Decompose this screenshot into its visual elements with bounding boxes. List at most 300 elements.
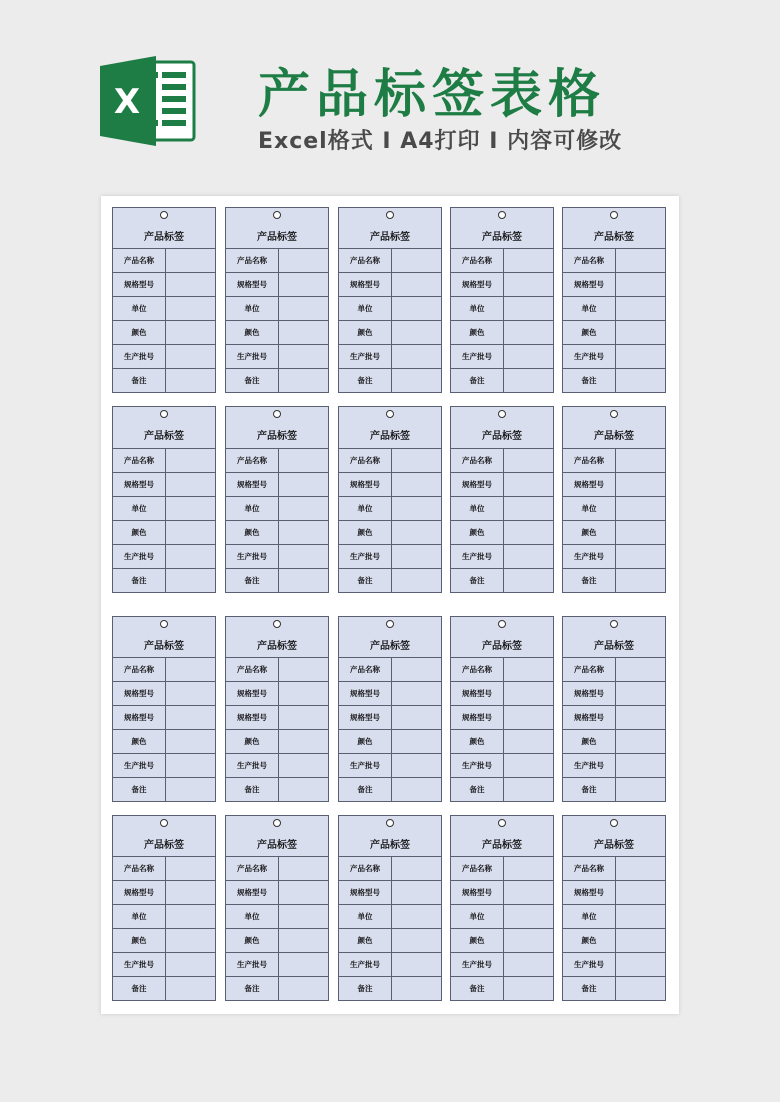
- product-tag: [112, 616, 216, 802]
- tag-field-value[interactable]: [392, 953, 442, 977]
- tag-field-row: [563, 905, 665, 929]
- tag-field-value[interactable]: [504, 730, 554, 754]
- tag-field-row: [113, 273, 215, 297]
- tag-field-label: 单位: [226, 497, 279, 521]
- tag-field-value[interactable]: [616, 497, 666, 521]
- tag-field-label: 规格型号: [339, 473, 392, 497]
- tag-field-label: 生产批号: [226, 545, 279, 569]
- tag-field-row: [226, 273, 328, 297]
- tag-field-value[interactable]: [392, 249, 442, 273]
- tag-field-value[interactable]: [504, 249, 554, 273]
- tag-field-label: 生产批号: [563, 754, 616, 778]
- tag-field-label: 备注: [339, 369, 392, 393]
- tag-field-value[interactable]: [616, 778, 666, 802]
- tag-field-value[interactable]: [616, 345, 666, 369]
- tag-field-value[interactable]: [166, 449, 216, 473]
- tag-field-value[interactable]: [616, 369, 666, 393]
- tag-field-value[interactable]: [392, 497, 442, 521]
- tag-field-value[interactable]: [392, 905, 442, 929]
- tag-field-label: 颜色: [113, 321, 166, 345]
- tag-field-label: 规格型号: [563, 473, 616, 497]
- tag-field-value[interactable]: [392, 682, 442, 706]
- tag-field-value[interactable]: [279, 706, 329, 730]
- tag-field-value[interactable]: [279, 569, 329, 593]
- product-tag: [562, 815, 666, 1001]
- tag-field-label: 备注: [113, 569, 166, 593]
- tag-field-label: 产品名称: [226, 857, 279, 881]
- tag-field-row: [451, 682, 553, 706]
- tag-field-value[interactable]: [616, 977, 666, 1001]
- tag-field-label: 规格型号: [226, 682, 279, 706]
- tag-field-value[interactable]: [504, 778, 554, 802]
- tag-field-row: [563, 706, 665, 730]
- tag-field-value[interactable]: [392, 521, 442, 545]
- tag-field-value[interactable]: [166, 929, 216, 953]
- hang-hole-icon: [610, 819, 618, 827]
- tag-title: 产品标签: [257, 840, 297, 851]
- product-tag: [112, 207, 216, 393]
- tag-field-label: 备注: [339, 569, 392, 593]
- tag-field-label: 单位: [451, 497, 504, 521]
- tag-field-row: [563, 249, 665, 273]
- tag-field-label: 单位: [563, 297, 616, 321]
- tag-field-label: 规格型号: [113, 682, 166, 706]
- tag-field-label: 规格型号: [339, 881, 392, 905]
- tag-field-value[interactable]: [616, 857, 666, 881]
- tag-title: 产品标签: [144, 641, 184, 652]
- tag-field-label: 颜色: [226, 521, 279, 545]
- tag-field-row: [226, 881, 328, 905]
- tag-field-value[interactable]: [279, 521, 329, 545]
- tag-field-value[interactable]: [279, 497, 329, 521]
- tag-field-value[interactable]: [392, 778, 442, 802]
- tag-field-value[interactable]: [166, 658, 216, 682]
- tag-field-value[interactable]: [392, 297, 442, 321]
- tag-field-value[interactable]: [504, 905, 554, 929]
- tag-field-row: [226, 905, 328, 929]
- tag-field-row: [113, 754, 215, 778]
- tag-field-value[interactable]: [166, 273, 216, 297]
- tag-field-row: [451, 249, 553, 273]
- tag-field-row: [226, 449, 328, 473]
- tag-field-row: [563, 778, 665, 802]
- tag-field-table: [339, 448, 441, 592]
- tag-field-value[interactable]: [504, 682, 554, 706]
- tag-field-value[interactable]: [392, 569, 442, 593]
- tag-field-value[interactable]: [616, 249, 666, 273]
- tag-field-value[interactable]: [504, 297, 554, 321]
- tag-field-row: [451, 473, 553, 497]
- tag-field-value[interactable]: [504, 497, 554, 521]
- tag-field-row: [339, 778, 441, 802]
- tag-field-value[interactable]: [616, 569, 666, 593]
- tag-field-label: 规格型号: [563, 881, 616, 905]
- tag-field-value[interactable]: [166, 369, 216, 393]
- tag-field-row: [226, 297, 328, 321]
- tag-field-value[interactable]: [504, 977, 554, 1001]
- tag-field-value[interactable]: [616, 706, 666, 730]
- product-tag: [338, 616, 442, 802]
- tag-field-value[interactable]: [279, 273, 329, 297]
- tag-field-row: [226, 977, 328, 1001]
- tag-field-row: [339, 881, 441, 905]
- tag-field-row: [563, 977, 665, 1001]
- tag-field-label: 单位: [563, 905, 616, 929]
- tag-field-value[interactable]: [279, 658, 329, 682]
- hang-hole-icon: [498, 819, 506, 827]
- tag-field-row: [339, 473, 441, 497]
- tag-field-row: [113, 658, 215, 682]
- product-tag: [338, 207, 442, 393]
- tag-field-value[interactable]: [504, 929, 554, 953]
- product-tag: [225, 616, 329, 802]
- tag-field-label: 单位: [226, 297, 279, 321]
- tag-field-value[interactable]: [279, 297, 329, 321]
- tag-field-row: [226, 249, 328, 273]
- tag-field-value[interactable]: [279, 545, 329, 569]
- tag-field-value[interactable]: [166, 497, 216, 521]
- tag-field-value[interactable]: [392, 449, 442, 473]
- tag-field-value[interactable]: [279, 321, 329, 345]
- tag-field-table: [226, 856, 328, 1000]
- tag-field-value[interactable]: [279, 345, 329, 369]
- tag-field-label: 生产批号: [113, 754, 166, 778]
- tag-field-value[interactable]: [279, 977, 329, 1001]
- tag-field-value[interactable]: [504, 881, 554, 905]
- tag-field-row: [451, 730, 553, 754]
- tag-field-value[interactable]: [166, 953, 216, 977]
- tag-field-label: 生产批号: [226, 953, 279, 977]
- tag-field-label: 单位: [563, 497, 616, 521]
- tag-field-row: [451, 857, 553, 881]
- tag-field-row: [226, 658, 328, 682]
- tag-field-label: 备注: [226, 778, 279, 802]
- tag-field-label: 颜色: [563, 730, 616, 754]
- tag-field-value[interactable]: [166, 473, 216, 497]
- tag-field-label: 产品名称: [226, 249, 279, 273]
- tag-field-value[interactable]: [616, 754, 666, 778]
- tag-field-row: [451, 706, 553, 730]
- hang-hole-icon: [160, 819, 168, 827]
- tag-field-label: 规格型号: [339, 682, 392, 706]
- tag-field-value[interactable]: [166, 569, 216, 593]
- tag-field-label: 单位: [113, 905, 166, 929]
- tag-field-table: [113, 248, 215, 392]
- tag-field-label: 备注: [563, 778, 616, 802]
- tag-field-table: [563, 448, 665, 592]
- tag-field-value[interactable]: [616, 929, 666, 953]
- tag-field-value[interactable]: [166, 682, 216, 706]
- tag-field-row: [226, 778, 328, 802]
- tag-field-row: [226, 682, 328, 706]
- tag-field-value[interactable]: [616, 905, 666, 929]
- tag-field-value[interactable]: [504, 754, 554, 778]
- tag-field-row: [563, 658, 665, 682]
- tag-field-table: [226, 248, 328, 392]
- tag-field-label: 生产批号: [563, 345, 616, 369]
- tag-field-value[interactable]: [616, 881, 666, 905]
- tag-field-value[interactable]: [392, 730, 442, 754]
- tag-field-row: [226, 473, 328, 497]
- product-tag: [562, 207, 666, 393]
- tag-field-value[interactable]: [504, 658, 554, 682]
- tag-field-label: 备注: [563, 569, 616, 593]
- tag-field-label: 产品名称: [113, 449, 166, 473]
- tag-field-value[interactable]: [392, 857, 442, 881]
- tag-field-value[interactable]: [392, 345, 442, 369]
- tag-field-value[interactable]: [166, 706, 216, 730]
- tag-title: 产品标签: [482, 232, 522, 243]
- product-tag: [450, 207, 554, 393]
- tag-field-value[interactable]: [392, 658, 442, 682]
- tag-field-value[interactable]: [392, 706, 442, 730]
- tag-field-label: 规格型号: [451, 473, 504, 497]
- hang-hole-icon: [610, 211, 618, 219]
- tag-field-value[interactable]: [504, 449, 554, 473]
- tag-field-row: [113, 497, 215, 521]
- tag-field-label: 生产批号: [113, 953, 166, 977]
- tag-field-row: [563, 497, 665, 521]
- tag-field-row: [226, 321, 328, 345]
- tag-field-row: [563, 881, 665, 905]
- hang-hole-icon: [160, 620, 168, 628]
- tag-field-label: 生产批号: [339, 953, 392, 977]
- tag-field-value[interactable]: [166, 905, 216, 929]
- tag-field-value[interactable]: [392, 369, 442, 393]
- tag-field-row: [113, 321, 215, 345]
- tag-field-value[interactable]: [279, 929, 329, 953]
- tag-field-row: [226, 497, 328, 521]
- tag-field-label: 产品名称: [113, 857, 166, 881]
- hang-hole-icon: [386, 211, 394, 219]
- product-tag: [225, 207, 329, 393]
- tag-field-value[interactable]: [504, 345, 554, 369]
- tag-field-value[interactable]: [392, 545, 442, 569]
- tag-field-label: 生产批号: [113, 545, 166, 569]
- tag-field-label: 生产批号: [563, 953, 616, 977]
- tag-field-value[interactable]: [279, 369, 329, 393]
- tag-field-value[interactable]: [166, 297, 216, 321]
- tag-field-table: [339, 248, 441, 392]
- tag-field-value[interactable]: [504, 953, 554, 977]
- tag-field-label: 产品名称: [451, 857, 504, 881]
- hang-hole-icon: [610, 620, 618, 628]
- tag-title: 产品标签: [370, 431, 410, 442]
- tag-field-value[interactable]: [504, 545, 554, 569]
- tag-field-value[interactable]: [616, 953, 666, 977]
- tag-field-row: [226, 929, 328, 953]
- product-tag: [450, 616, 554, 802]
- tag-field-row: [339, 953, 441, 977]
- tag-field-value[interactable]: [616, 658, 666, 682]
- tag-title: 产品标签: [482, 840, 522, 851]
- tag-field-value[interactable]: [166, 857, 216, 881]
- tag-field-table: [451, 856, 553, 1000]
- tag-field-row: [563, 521, 665, 545]
- tag-field-value[interactable]: [166, 521, 216, 545]
- tag-field-label: 颜色: [451, 929, 504, 953]
- tag-field-value[interactable]: [616, 321, 666, 345]
- tag-field-label: 备注: [113, 369, 166, 393]
- tag-field-value[interactable]: [279, 857, 329, 881]
- tag-field-value[interactable]: [504, 706, 554, 730]
- tag-field-label: 生产批号: [339, 345, 392, 369]
- tag-field-value[interactable]: [392, 929, 442, 953]
- tag-field-value[interactable]: [616, 473, 666, 497]
- tag-field-value[interactable]: [166, 881, 216, 905]
- tag-field-value[interactable]: [392, 321, 442, 345]
- tag-field-label: 产品名称: [226, 449, 279, 473]
- tag-field-row: [226, 345, 328, 369]
- tag-field-value[interactable]: [279, 473, 329, 497]
- tag-field-label: 规格型号: [113, 473, 166, 497]
- tag-field-label: 生产批号: [339, 545, 392, 569]
- tag-field-label: 单位: [113, 297, 166, 321]
- tag-field-value[interactable]: [166, 249, 216, 273]
- tag-field-row: [451, 977, 553, 1001]
- tag-field-value[interactable]: [616, 545, 666, 569]
- tag-field-value[interactable]: [279, 682, 329, 706]
- tag-field-row: [563, 857, 665, 881]
- excel-logo-letter: X: [113, 82, 141, 122]
- tag-field-value[interactable]: [166, 321, 216, 345]
- tag-field-value[interactable]: [166, 545, 216, 569]
- tag-field-value[interactable]: [504, 369, 554, 393]
- product-tag: [225, 815, 329, 1001]
- tag-field-row: [339, 249, 441, 273]
- tag-field-label: 备注: [451, 977, 504, 1001]
- tag-field-row: [113, 857, 215, 881]
- tag-field-value[interactable]: [616, 730, 666, 754]
- tag-field-value[interactable]: [504, 857, 554, 881]
- tag-field-value[interactable]: [392, 273, 442, 297]
- tag-field-row: [226, 754, 328, 778]
- tag-field-value[interactable]: [616, 521, 666, 545]
- tag-field-label: 规格型号: [339, 273, 392, 297]
- product-tag: [562, 406, 666, 593]
- tag-field-row: [563, 369, 665, 393]
- tag-field-row: [113, 682, 215, 706]
- page-title: 产品标签表格: [258, 65, 607, 125]
- tag-field-value[interactable]: [279, 754, 329, 778]
- tag-field-value[interactable]: [392, 977, 442, 1001]
- tag-field-row: [339, 658, 441, 682]
- tag-field-value[interactable]: [166, 345, 216, 369]
- tag-field-row: [339, 321, 441, 345]
- tag-field-value[interactable]: [392, 754, 442, 778]
- tag-field-value[interactable]: [616, 682, 666, 706]
- tag-title: 产品标签: [144, 840, 184, 851]
- tag-field-row: [563, 682, 665, 706]
- tag-field-row: [563, 929, 665, 953]
- tag-field-table: [563, 856, 665, 1000]
- tag-field-label: 单位: [113, 497, 166, 521]
- tag-field-table: [339, 856, 441, 1000]
- tag-field-row: [113, 297, 215, 321]
- tag-field-value[interactable]: [279, 730, 329, 754]
- tag-title: 产品标签: [257, 641, 297, 652]
- tag-field-row: [451, 497, 553, 521]
- tag-field-row: [563, 953, 665, 977]
- tag-field-value[interactable]: [504, 521, 554, 545]
- tag-title: 产品标签: [370, 840, 410, 851]
- tag-field-row: [451, 297, 553, 321]
- tag-field-value[interactable]: [279, 953, 329, 977]
- tag-field-value[interactable]: [166, 754, 216, 778]
- tag-field-row: [339, 369, 441, 393]
- tag-field-label: 产品名称: [563, 857, 616, 881]
- tag-field-row: [451, 545, 553, 569]
- tag-field-value[interactable]: [504, 273, 554, 297]
- tag-field-table: [339, 657, 441, 801]
- tag-field-value[interactable]: [616, 297, 666, 321]
- hang-hole-icon: [273, 211, 281, 219]
- tag-field-row: [339, 497, 441, 521]
- tag-field-label: 备注: [563, 369, 616, 393]
- tag-field-value[interactable]: [504, 321, 554, 345]
- hang-hole-icon: [498, 620, 506, 628]
- tag-field-row: [226, 857, 328, 881]
- tag-field-row: [113, 977, 215, 1001]
- product-tag: [450, 406, 554, 593]
- tag-field-row: [339, 857, 441, 881]
- tag-field-row: [339, 449, 441, 473]
- tag-field-label: 生产批号: [113, 345, 166, 369]
- tag-field-row: [339, 929, 441, 953]
- tag-field-value[interactable]: [392, 473, 442, 497]
- tag-field-label: 颜色: [563, 321, 616, 345]
- tag-field-value[interactable]: [279, 881, 329, 905]
- tag-field-row: [563, 473, 665, 497]
- tag-field-row: [451, 569, 553, 593]
- tag-field-label: 颜色: [339, 730, 392, 754]
- tag-field-value[interactable]: [166, 977, 216, 1001]
- tag-field-row: [339, 682, 441, 706]
- tag-field-row: [563, 754, 665, 778]
- tag-field-label: 产品名称: [563, 249, 616, 273]
- tag-field-row: [563, 545, 665, 569]
- tag-field-label: 颜色: [226, 730, 279, 754]
- product-tag: [338, 406, 442, 593]
- tag-field-value[interactable]: [504, 569, 554, 593]
- tag-field-row: [113, 369, 215, 393]
- tag-field-row: [563, 321, 665, 345]
- tag-field-value[interactable]: [616, 273, 666, 297]
- tag-field-label: 产品名称: [563, 658, 616, 682]
- tag-field-row: [113, 249, 215, 273]
- tag-field-label: 备注: [563, 977, 616, 1001]
- tag-field-label: 产品名称: [339, 249, 392, 273]
- tag-field-row: [339, 345, 441, 369]
- tag-field-row: [113, 905, 215, 929]
- tag-field-value[interactable]: [279, 778, 329, 802]
- tag-field-value[interactable]: [616, 449, 666, 473]
- tag-field-row: [339, 273, 441, 297]
- tag-field-value[interactable]: [279, 905, 329, 929]
- tag-field-table: [451, 248, 553, 392]
- tag-field-label: 产品名称: [113, 249, 166, 273]
- tag-field-value[interactable]: [166, 778, 216, 802]
- tag-field-value[interactable]: [166, 730, 216, 754]
- tag-field-row: [113, 521, 215, 545]
- tag-field-value[interactable]: [392, 881, 442, 905]
- tag-field-row: [113, 778, 215, 802]
- tag-field-value[interactable]: [279, 449, 329, 473]
- tag-field-table: [226, 657, 328, 801]
- product-tag: [225, 406, 329, 593]
- tag-field-value[interactable]: [279, 249, 329, 273]
- tag-field-value[interactable]: [504, 473, 554, 497]
